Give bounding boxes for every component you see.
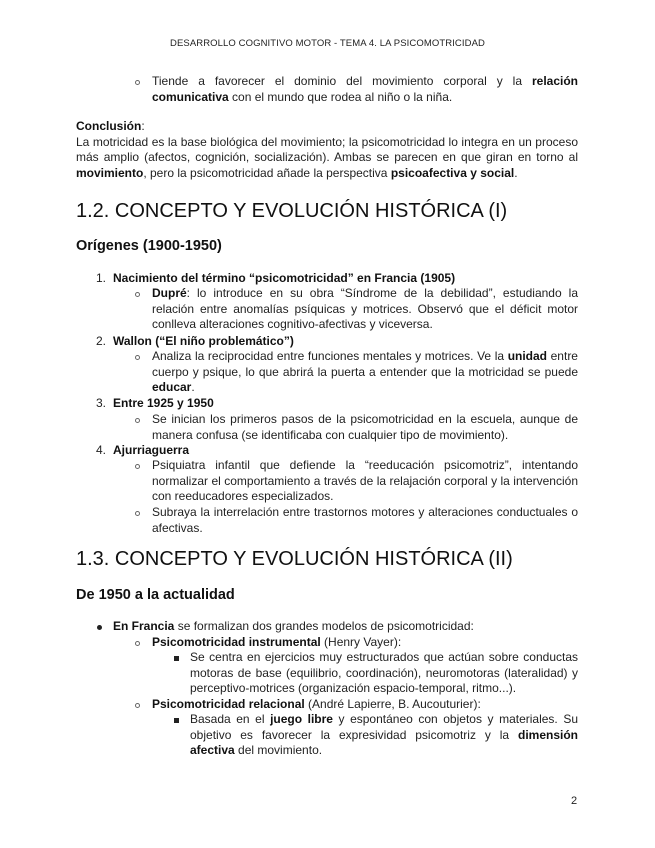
text-run: Tiende a favorecer el dominio del movimiento corporal y la (152, 74, 532, 88)
model-title (152, 697, 578, 713)
bold-run: Psicomotricidad instrumental (152, 635, 321, 649)
list-item-text: Se inician los primeros pasos de la psicomotricidad en la escuela, aunque de manera confusa (se identificaba con cualquier tipo de movimiento). (152, 412, 578, 442)
text-run: (Henry Vayer): (320, 635, 402, 649)
square-bullet-icon (174, 718, 179, 723)
model-detail (190, 712, 578, 759)
hollow-bullet-icon (135, 355, 140, 360)
text-run: . (514, 165, 518, 180)
bold-run: dimensión afectiva (190, 727, 578, 758)
intro-bullet-text (152, 74, 578, 105)
list-item-text (152, 286, 578, 333)
page-number: 2 (571, 795, 578, 807)
hollow-bullet-icon (135, 641, 140, 646)
list-item-text: Subraya la interrelación entre trastornos motores y alteraciones conductuales o afectivas. (152, 505, 578, 535)
hollow-bullet-icon (135, 418, 140, 423)
hollow-bullet-icon (135, 292, 140, 297)
list-item-text: Psiquiatra infantil que defiende la “reeducación psicomotriz”, intentando normalizar el comportamiento a través de la relajación corporal y la intervención con reeducadores especializados. (152, 458, 578, 504)
list-item-text (113, 619, 578, 635)
list-number: 2. (96, 334, 107, 348)
bold-run: Psicomotricidad relacional (152, 697, 305, 711)
list-item-title: Wallon (“El niño problemático”) (113, 334, 294, 348)
bold-run: Dupré (152, 286, 187, 300)
list-item-title: Ajurriaguerra (113, 443, 190, 457)
bold-run: En Francia (113, 619, 175, 633)
text-run: : (141, 119, 145, 133)
text-run: Analiza la reciprocidad entre funciones mentales y motrices. Ve la (152, 349, 508, 363)
conclusion-paragraph (76, 119, 578, 181)
list-item-text (152, 349, 578, 396)
text-run: se formalizan dos grandes modelos de psicomotricidad: (174, 619, 474, 633)
list-item-title: Entre 1925 y 1950 (113, 396, 214, 410)
bold-run: relación comunicativa (152, 74, 578, 104)
list-number: 1. (96, 271, 107, 285)
bold-run: unidad (507, 349, 548, 363)
hollow-bullet-icon (135, 464, 140, 469)
section-subheading-1950: De 1950 a la actualidad (76, 587, 235, 603)
bullet-icon (97, 625, 102, 630)
list-item-title: Nacimiento del término “psicomotricidad” en Francia (1905) (113, 271, 456, 285)
text-run: del movimiento. (234, 743, 323, 758)
text-run: Basada en el (190, 712, 271, 726)
text-run: y espontáneo con objetos y materiales. Su objetivo es favorecer la expresividad psicomotriz y la (190, 712, 578, 742)
bold-run: juego libre (270, 712, 333, 726)
hollow-bullet-icon (135, 80, 140, 85)
square-bullet-icon (174, 656, 179, 661)
model-detail: Se centra en ejercicios muy estructurados que actúan sobre conductas motoras de base (equilibrio, coordinación), neuromotoras (lateralidad) y perceptivo-motrices (organización espacio-temporal, ritmo...). (190, 650, 578, 696)
section-heading-1-3: 1.3. CONCEPTO Y EVOLUCIÓN HISTÓRICA (II) (76, 548, 513, 570)
list-number: 4. (96, 443, 107, 457)
bold-run: educar (152, 380, 192, 395)
bold-run: psicoafectiva y social (390, 165, 515, 180)
section-heading-1-2: 1.2. CONCEPTO Y EVOLUCIÓN HISTÓRICA (I) (76, 200, 508, 222)
model-title (152, 635, 578, 651)
hollow-bullet-icon (135, 511, 140, 516)
text-run: , pero la psicomotricidad añade la perspectiva (143, 165, 391, 180)
conclusion-label: Conclusión (76, 119, 142, 133)
hollow-bullet-icon (135, 703, 140, 708)
section-subheading-origenes: Orígenes (1900-1950) (76, 238, 222, 254)
text-run: entre cuerpo y psique, lo que abrirá la puerta a entender que la motricidad se puede (152, 349, 578, 379)
text-run: con el mundo que rodea al niño o la niña. (228, 89, 453, 104)
text-run: . (191, 380, 195, 395)
text-run: (André Lapierre, B. Aucouturier): (304, 697, 481, 711)
list-number: 3. (96, 396, 107, 410)
bold-run: movimiento (76, 165, 144, 180)
running-header: DESARROLLO COGNITIVO MOTOR - TEMA 4. LA PSICOMOTRICIDAD (169, 38, 485, 49)
text-run: : lo introduce en su obra “Síndrome de la debilidad”, estudiando la relación entre anomalías psíquicas y motrices. Observó que el déficit motor conlleva alteraciones cognitivo-afectivas y viceversa. (152, 286, 578, 332)
text-run: La motricidad es la base biológica del movimiento; la psicomotricidad lo integra en un proceso más amplio (afectos, cognición, socialización). Ambas se parecen en que giran en torno al (76, 134, 578, 165)
